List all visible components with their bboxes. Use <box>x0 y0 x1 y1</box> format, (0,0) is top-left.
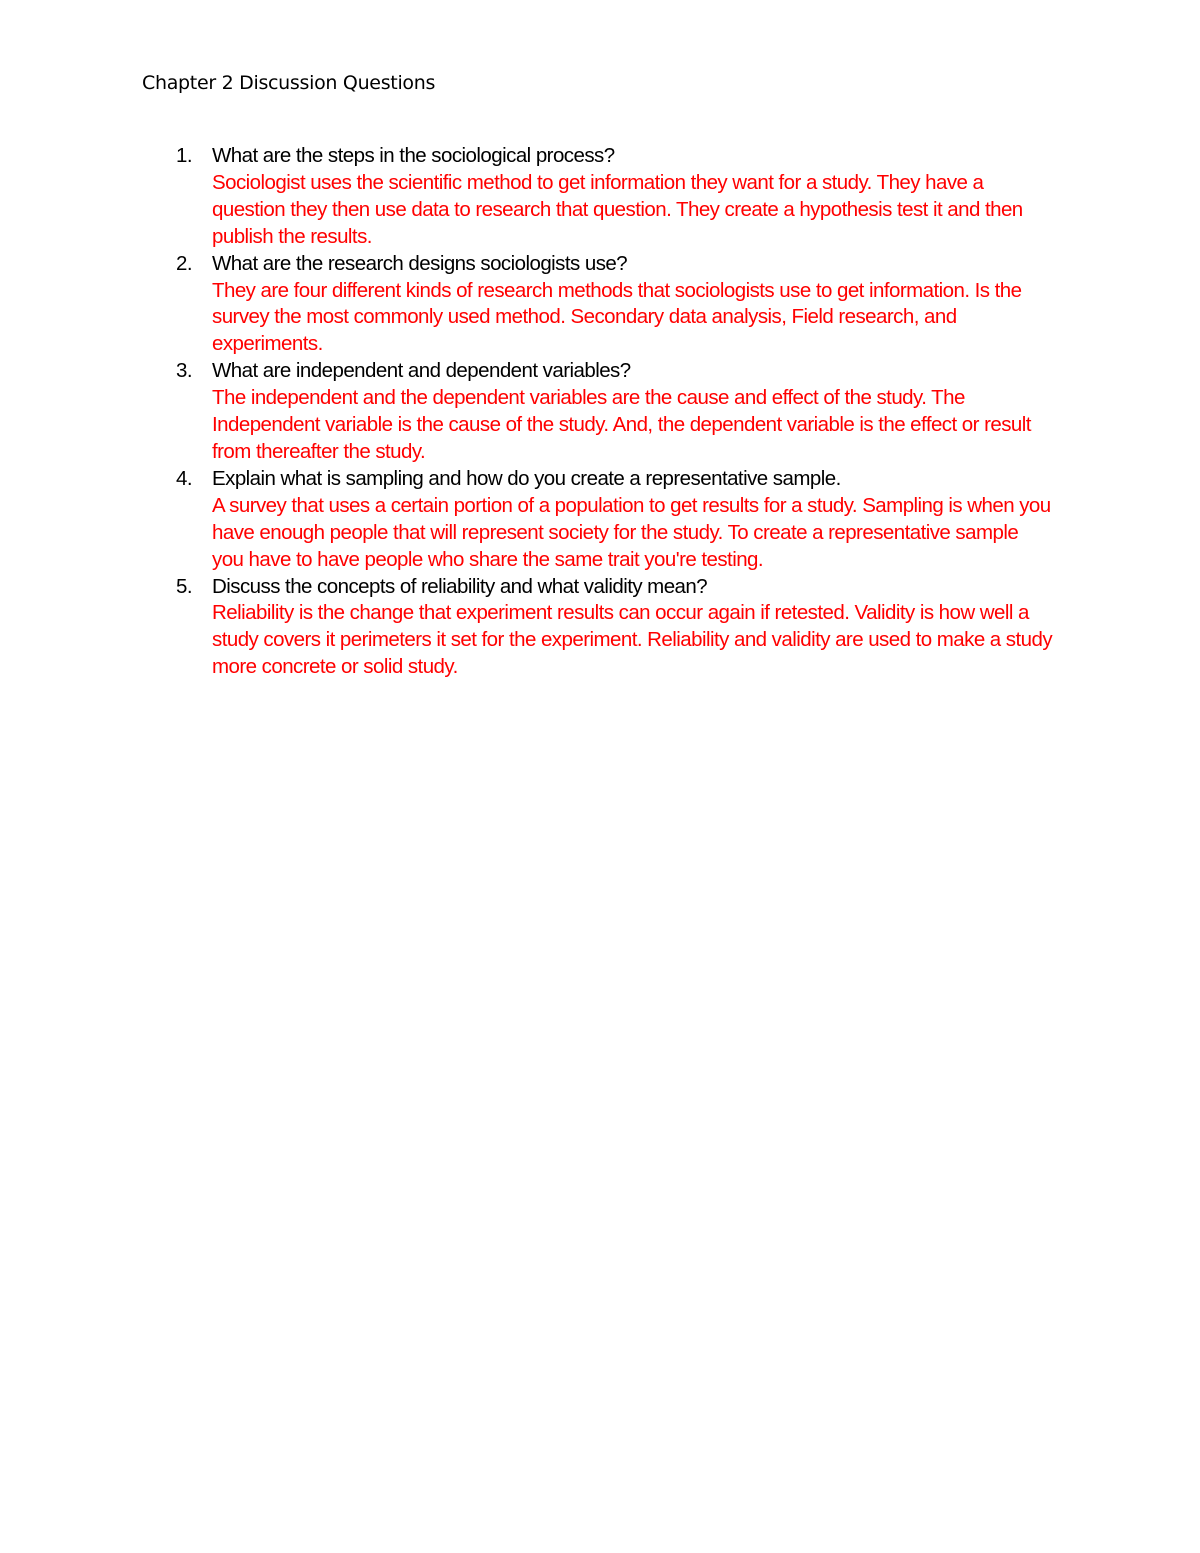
question-text: What are the research designs sociologists use? <box>212 251 628 275</box>
answer-line: publish the results. <box>212 224 372 248</box>
question-item-4 <box>0 466 1072 574</box>
answer-line: The independent and the dependent variables are the cause and effect of the study. The <box>212 386 965 410</box>
question-item-5 <box>0 574 1072 682</box>
item-number: 3. <box>176 359 192 383</box>
answer-line: survey the most commonly used method. Secondary data analysis, Field research, and <box>212 305 957 329</box>
question-list <box>0 143 1072 681</box>
answer-line: A survey that uses a certain portion of a population to get results for a study. Sampling is when you <box>212 493 1051 517</box>
answer-line: Sociologist uses the scientific method to get information they want for a study. They have a <box>212 170 984 194</box>
answer-line: They are four different kinds of research methods that sociologists use to get information. Is the <box>212 278 1022 302</box>
question-text: Explain what is sampling and how do you create a representative sample. <box>212 466 841 490</box>
question-text: What are independent and dependent variables? <box>212 359 631 383</box>
answer-line: from thereafter the study. <box>212 439 426 463</box>
answer-line: study covers it perimeters it set for the experiment. Reliability and validity are used to make a study <box>212 628 1053 652</box>
answer-line: you have to have people who share the same trait you're testing. <box>212 547 764 571</box>
question-item-1 <box>0 143 1072 251</box>
question-text: Discuss the concepts of reliability and what validity mean? <box>212 574 708 598</box>
answer-line: have enough people that will represent society for the study. To create a representative sample <box>212 520 1019 544</box>
question-item-2 <box>0 251 1072 359</box>
item-number: 4. <box>176 466 192 490</box>
item-number: 5. <box>176 574 192 598</box>
answer-line: experiments. <box>212 332 323 356</box>
answer-line: more concrete or solid study. <box>212 655 458 679</box>
answer-line: Independent variable is the cause of the study. And, the dependent variable is the effect or result <box>212 413 1031 437</box>
item-number: 2. <box>176 251 192 275</box>
item-number: 1. <box>176 144 192 167</box>
document-title: Chapter 2 Discussion Questions <box>142 72 436 94</box>
answer-line: Reliability is the change that experiment results can occur again if retested. Validity is how well a <box>212 601 1029 625</box>
question-item-3 <box>0 358 1072 466</box>
question-text: What are the steps in the sociological process? <box>212 144 615 167</box>
answer-line: question they then use data to research that question. They create a hypothesis test it and then <box>212 197 1023 221</box>
